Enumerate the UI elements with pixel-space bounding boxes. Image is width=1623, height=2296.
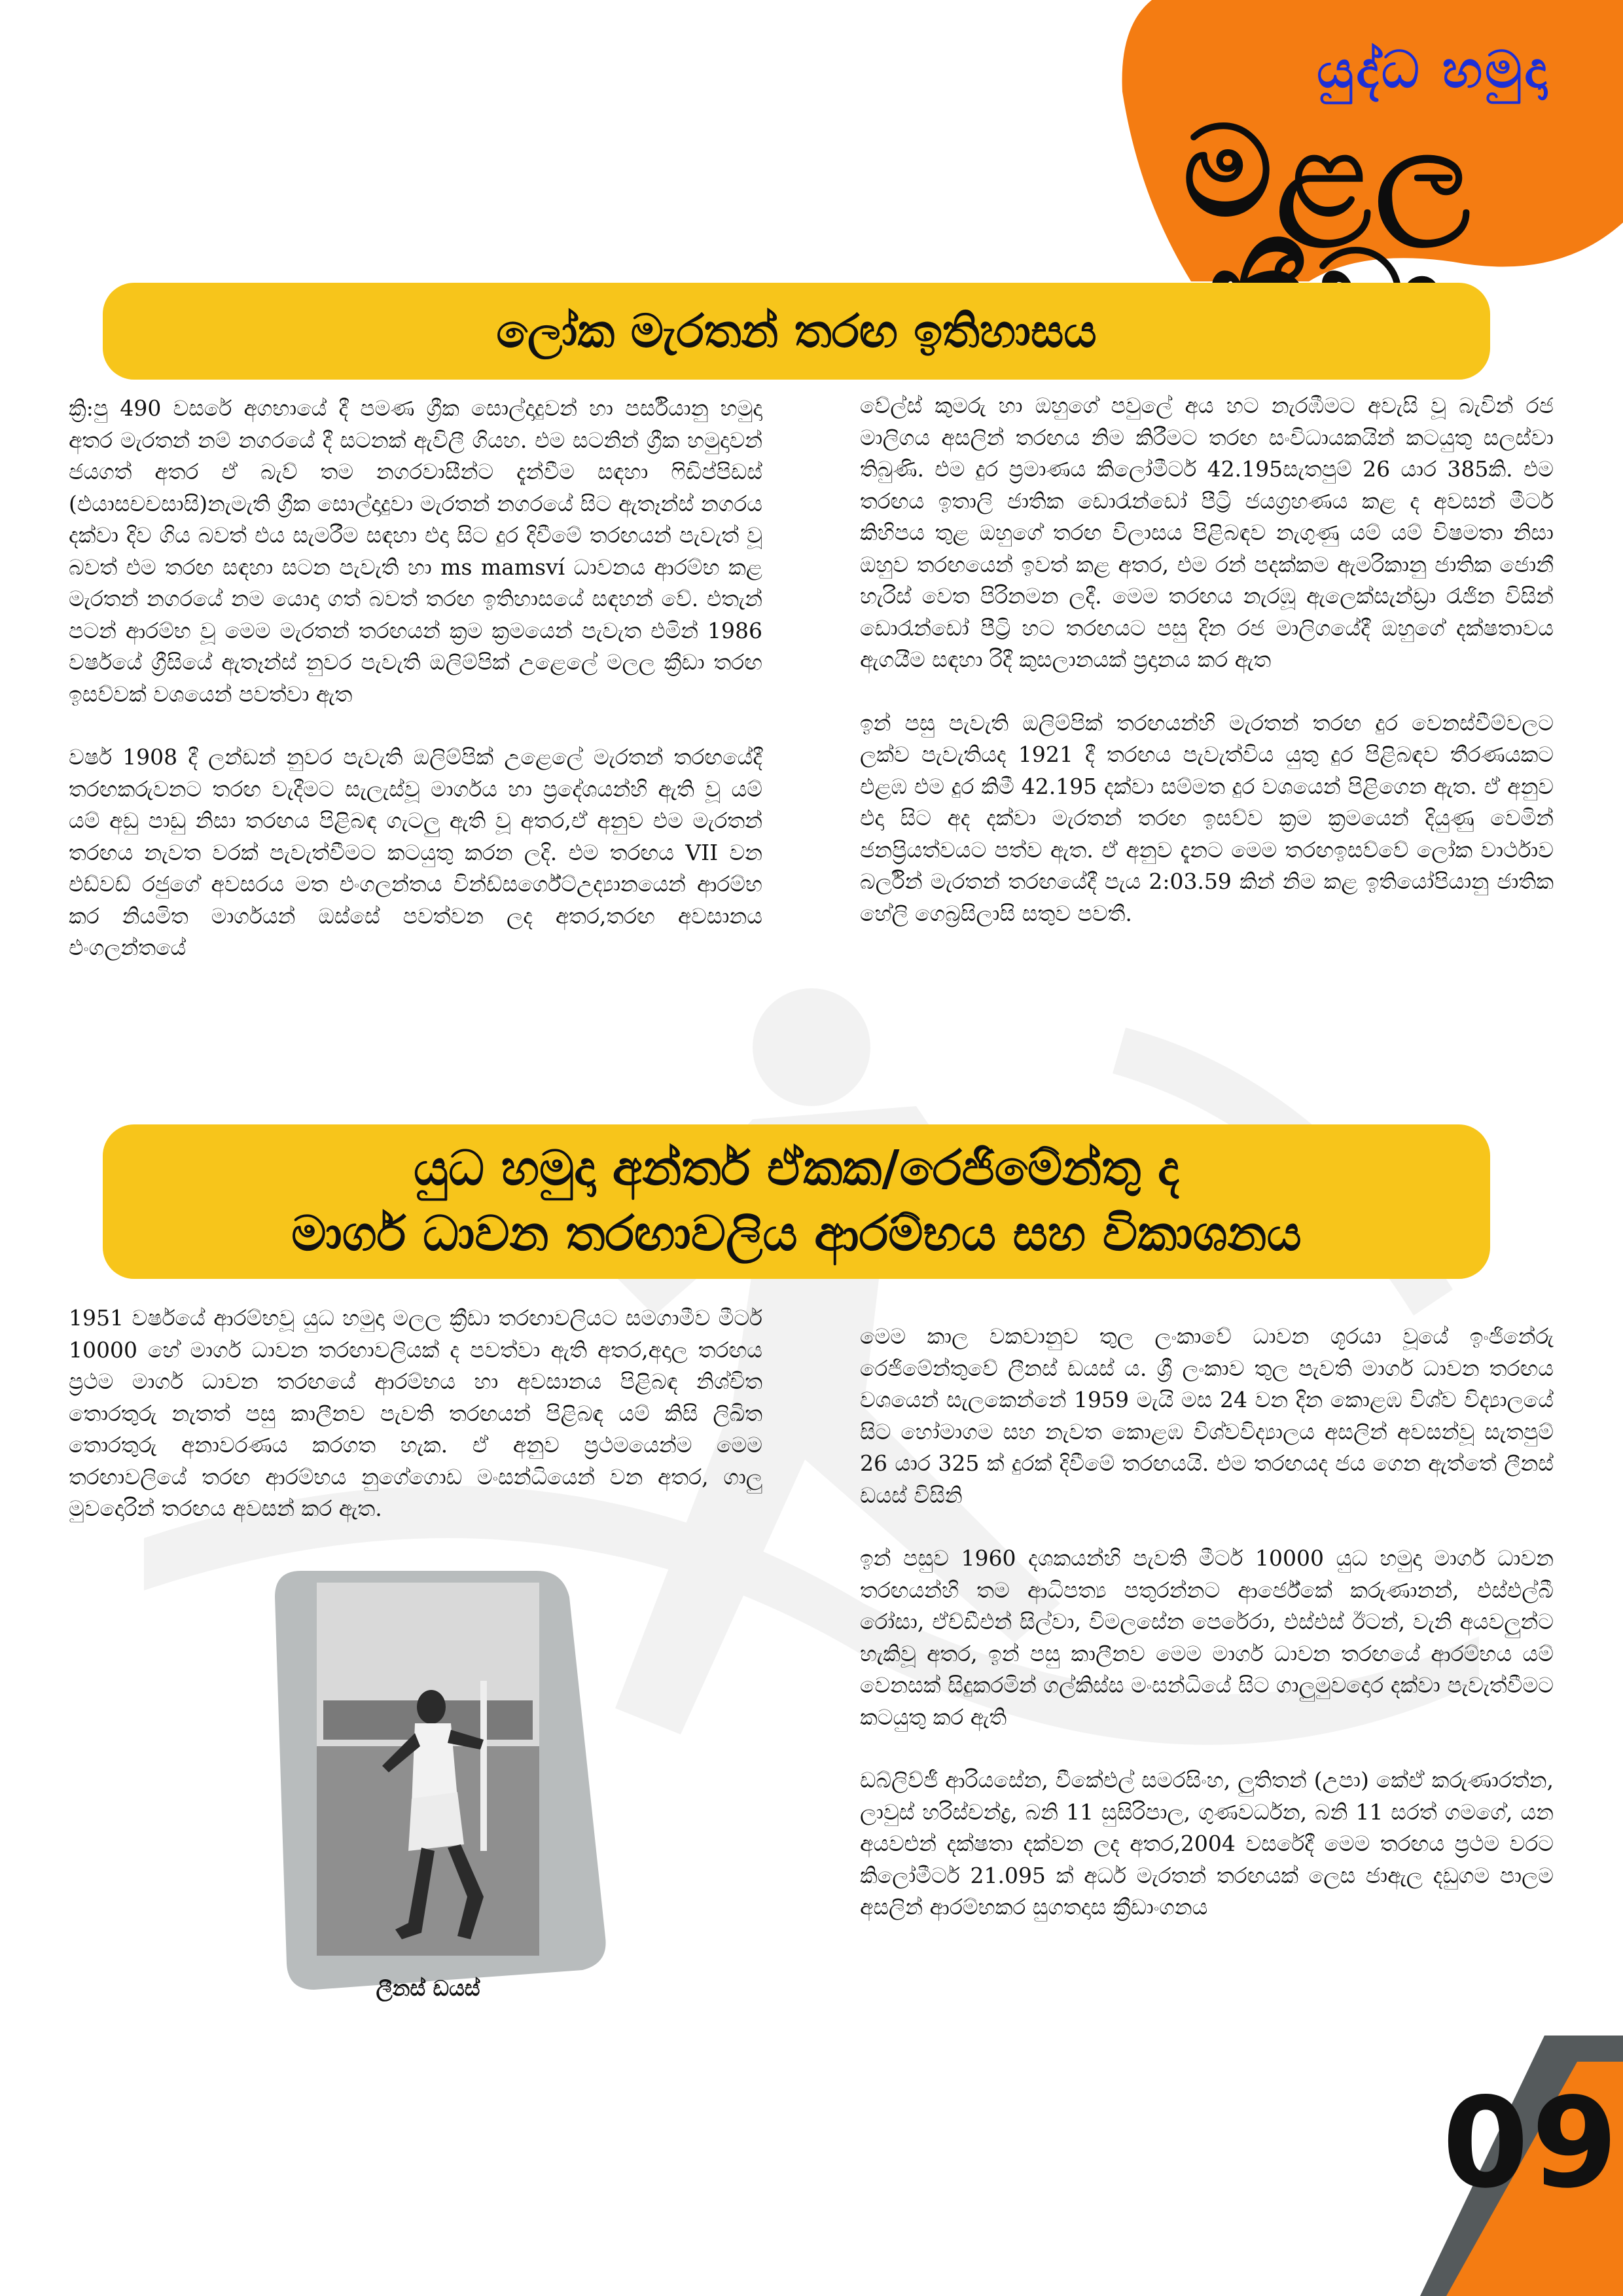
athlete-photo [317, 1583, 539, 1956]
section1-left-column [69, 393, 762, 996]
photo-caption: ලීනස් ඩයස් [376, 1975, 480, 2001]
paragraph: ඉන් පසුව 1960 දශකයන්හි පැවති මීටර් 10000 යුධ හමුදා මාර්ග ධාවන තරඟයන්හි තම ආධිපත්‍ය පතුරන්නට ආර්ජේකේ කරුණානන්, එස්එල්බී රෝසා, ඒච්ඩීඑන් සිල්වා, විමලසේන පෙරේරා, එස්එස් ඊටන්, වැනි අයවලුන්ට හැකිවූ අතර, ඉන් පසු කාලීනව මෙම මාර්ග ධාවන තරඟයේ ආරම්භය යම් වෙනසක් සිදුකරමින් ගල්කිස්ස මංසන්ධියේ සිට ගාලුමුවදොර දක්වා පැවැත්වීමට කටයුතු කර ඇති [860, 1545, 1554, 1730]
paragraph: ක්‍රි:පු 490 වසරේ අගභායේ දී පමණ ග්‍රීක සොල්දාදුවන් හා පර්සියානු හමුදා අතර මැරතන් නම් නගරයේ දී සටනක් ඇවිලී ගියහ. එම සටනින් ග්‍රීක හමුදාවන් ජයගත් අතර ඒ බැව් තම නගරවාසීන්ට දැන්වීම සඳහා ෆිඩිප්පිඩස් (ඵයාසචචසාසි)නැමැති ග්‍රීක සොල්දාදුවා මැරතන් නගරයේ සිට ඇතෑන්ස් නගරය දක්වා දිව ගිය බවත් එය සැමරීම සඳහා එදා සිට දුර දිවීමේ තරඟයන් පැවැත් වූ බවත් එම තරඟ සඳහා සටන පැවැති හා ms mamsví ධාවනය ආරම්භ කළ මැරතන් නගරයේ නම යොදා ගත් බවත් තරඟ ඉතිහාසයේ සඳහන් වේ. එතැන් පටන් ආරම්භ වූ මෙම මැරතන් තරඟයන් ක්‍රම ක්‍රමයෙන් පැවැත එමින් 1986 වර්ෂයේ ග්‍රීසියේ ඇතෑන්ස් නුවර පැවැති ඔලිම්පික් උළෙලේ මලල ක්‍රීඩා තරඟ ඉසව්වක් වශයෙන් පවත්වා ඇත [69, 395, 762, 707]
paragraph: වර්ෂ 1908 දී ලන්ඩන් නුවර පැවැති ඔලිම්පික් උළෙලේ මැරතන් තරඟයේදී තරඟකරුවනට තරඟ වැදීමට සැලැස්වූ මාර්ගය හා ප්‍රදේශයන්හි ඇති වූ යම් යම් අඩු පාඩු නිසා තරඟය පිළිබඳ ගැටලු ඇති වූ අතර,ඒ අනුව එම මැරතන් තරඟය නැවත වරක් පැවැත්වීමට කටයුතු කරන ලදි. එම තරඟය VII වන එඩ්වඩ් රජුගේ අවසරය මත එංගලන්තය වින්ඩ්සර්ගේට්උද්‍යානයෙන් ආරම්භ කර නියමිත මාර්ගයන් ඔස්සේ පවත්වන ලද අතර,තරඟ අවසානය එංගලන්තයේ [69, 744, 762, 960]
paragraph: ඉන් පසු පැවැති ඔලිම්පික් තරඟයන්හි මැරතන් තරඟ දුර වෙනස්වීම්වලට ලක්ව පැවැතියද 1921 දී තරඟය පැවැත්විය යුතු දුර පිළිබඳව තීරණයකට එළඹ එම දුර කිමී 42.195 දක්වා සම්මත දුර වශයෙන් පිළිගෙන ඇත. ඒ අනුව එදා සිට අද දක්වා මැරතන් තරඟ ඉසව්ව ක්‍රම ක්‍රමයෙන් දියුණු වෙමින් ජනප්‍රියත්වයට පත්ව ඇත. ඒ අනුව දැනට මෙම තරඟඉසව්වේ ලෝක වාර්ථාව බර්ලින් මැරතන් තරඟයේදී පැය 2:03.59 කින් නිම කළ ඉතියෝපියානු ජාතික හේලි ගෙබ්‍රසිලාසි සතුව පවතී. [860, 709, 1554, 926]
runner-photo-illustration [317, 1583, 539, 1956]
section1-right-column [860, 390, 1554, 961]
section-kicker: යුද්ධ හමුදා [1317, 41, 1550, 99]
section2-left-column [69, 1302, 762, 1556]
paragraph: වේල්ස් කුමරු හා ඔහුගේ පවුලේ අය හට නැරඹීමට අවැසි වූ බැවින් රජ මාලිගය අසලින් තරඟය නිම කිරීමට තරඟ සංවිධායකයින් කටයුතු සලස්වා තිබුණි. එම දුර ප්‍රමාණය කිලෝමීටර් 42.195සැතපුම් 26 යාර 385කි. එම තරඟය ඉතාලි ජාතික ඩොරැන්ඩෝ පීට්‍රි ජයග්‍රහණය කළ ද අවසන් මීටර් කිහිපය තුළ ඔහුගේ තරඟ විලාසය පිළිබඳව නැගුණු යම් යම් විෂමතා නිසා ඔහුව තරඟයෙන් ඉවත් කළ අතර, එම රන් පදක්කම ඇමරිකානු ජාතික ජොනී හැරිස් වෙත පිරිනමන ලදී. මෙම තරඟය නැරඹූ ඇලෙක්සැන්ඩ්‍රා රැජින විසින් ඩොරැන්ඩෝ පීට්‍රි හට තරඟයට පසු දින රජ මාලිගයේදී ඔහුගේ දක්ෂතාවය ඇගයීම සඳහා රිදී කුසලානයක් ප්‍රදානය කර ඇත [860, 393, 1554, 672]
section2-heading-line1: යුධ හමුදා අන්තර් ඒකක/රෙජිමේන්තු ද [413, 1140, 1180, 1197]
section1-heading-banner [103, 283, 1490, 380]
page-number: 09 [1442, 2071, 1621, 2215]
paragraph: 1951 වර්ෂයේ ආරම්භවූ යුධ හමුදා මලල ක්‍රීඩා තරඟාවලියට සමගාමීව මීටර් 10000 හේ මාර්ග ධාවන තරඟාවලියක් ද පවත්වා ඇති අතර,අදාල තරඟය ප්‍රථම මාර්ග ධාවන තරඟයේ ආරම්භය හා අවසානය පිළිබඳ නිශ්චිත තොරතුරු නැතත් පසු කාලීනව පැවති තරඟයන් පිළිබඳ යම් කිසි ලිඛිත තොරතුරු අනාවරණය කරගත හැක. ඒ අනුව ප්‍රථමයෙන්ම මෙම තරඟාවලියේ තරඟ ආරම්භය නුගේගොඩ මංසන්ධියෙන් වන අතර, ගාලු මුවදොරින් තරඟය අවසන් කර ඇත. [69, 1305, 762, 1521]
paragraph: ඩබ්ලිව්ජී ආරියසේන, වීකේඑල් සමරසිංහ, ලුතිතන් (උපා) කේඒ කරුණාරත්න, ලාවුස් හරිස්චන්ද්‍ර, බනි 11 සුසිරිපාල, ගුණවර්ධන, බනි 11 සරත් ගමගේ, යන අයවළුන් දක්ෂතා දක්වන ලද අතර,2004 වසරේදී මෙම තරඟය ප්‍රථම වරට කිලෝමීටර් 21.095 ක් අර්ධ මැරතන් තරඟයක් ලෙස ජාඇල දඩුගම පාලම අසලින් ආරම්භකර සුගතදාස ක්‍රීඩාංගනය [860, 1767, 1554, 1920]
section2-heading-banner [103, 1124, 1490, 1279]
section2-right-column [860, 1321, 1554, 1955]
section2-heading-line2: මාර්ග ධාවන තරඟාවලිය ආරම්භය සහ විකාශනය [291, 1206, 1302, 1262]
section1-heading: ලෝක මැරතන් තරඟ ඉතිහාසය [496, 304, 1097, 358]
masthead-title: මළල [1183, 99, 1474, 244]
paragraph: මෙම කාල වකවානුව තුල ලංකාවේ ධාවන ශූරයා වූයේ ඉංජිනේරු රෙජිමේන්තුවේ ලීනස් ඩයස් ය. ශ්‍රී ලංකාව තුල පැවති මාර්ග ධාවන තරඟය වශයෙන් සැලකෙන්නේ 1959 මැයි මස 24 වන දින කොළඹ විශ්ව විද්‍යාලයේ සිට හෝමාගම සහ නැවත කොළඹ විශ්වවිද්‍යාලය අසලින් අවසන්වූ සැතපුම් 26 යාර 325 ක් දුරක් දිවීමේ තරඟයයි. එම තරඟයද ජය ගෙන ඇත්තේ ලීනස් ඩයස් විසිනි [860, 1323, 1554, 1508]
